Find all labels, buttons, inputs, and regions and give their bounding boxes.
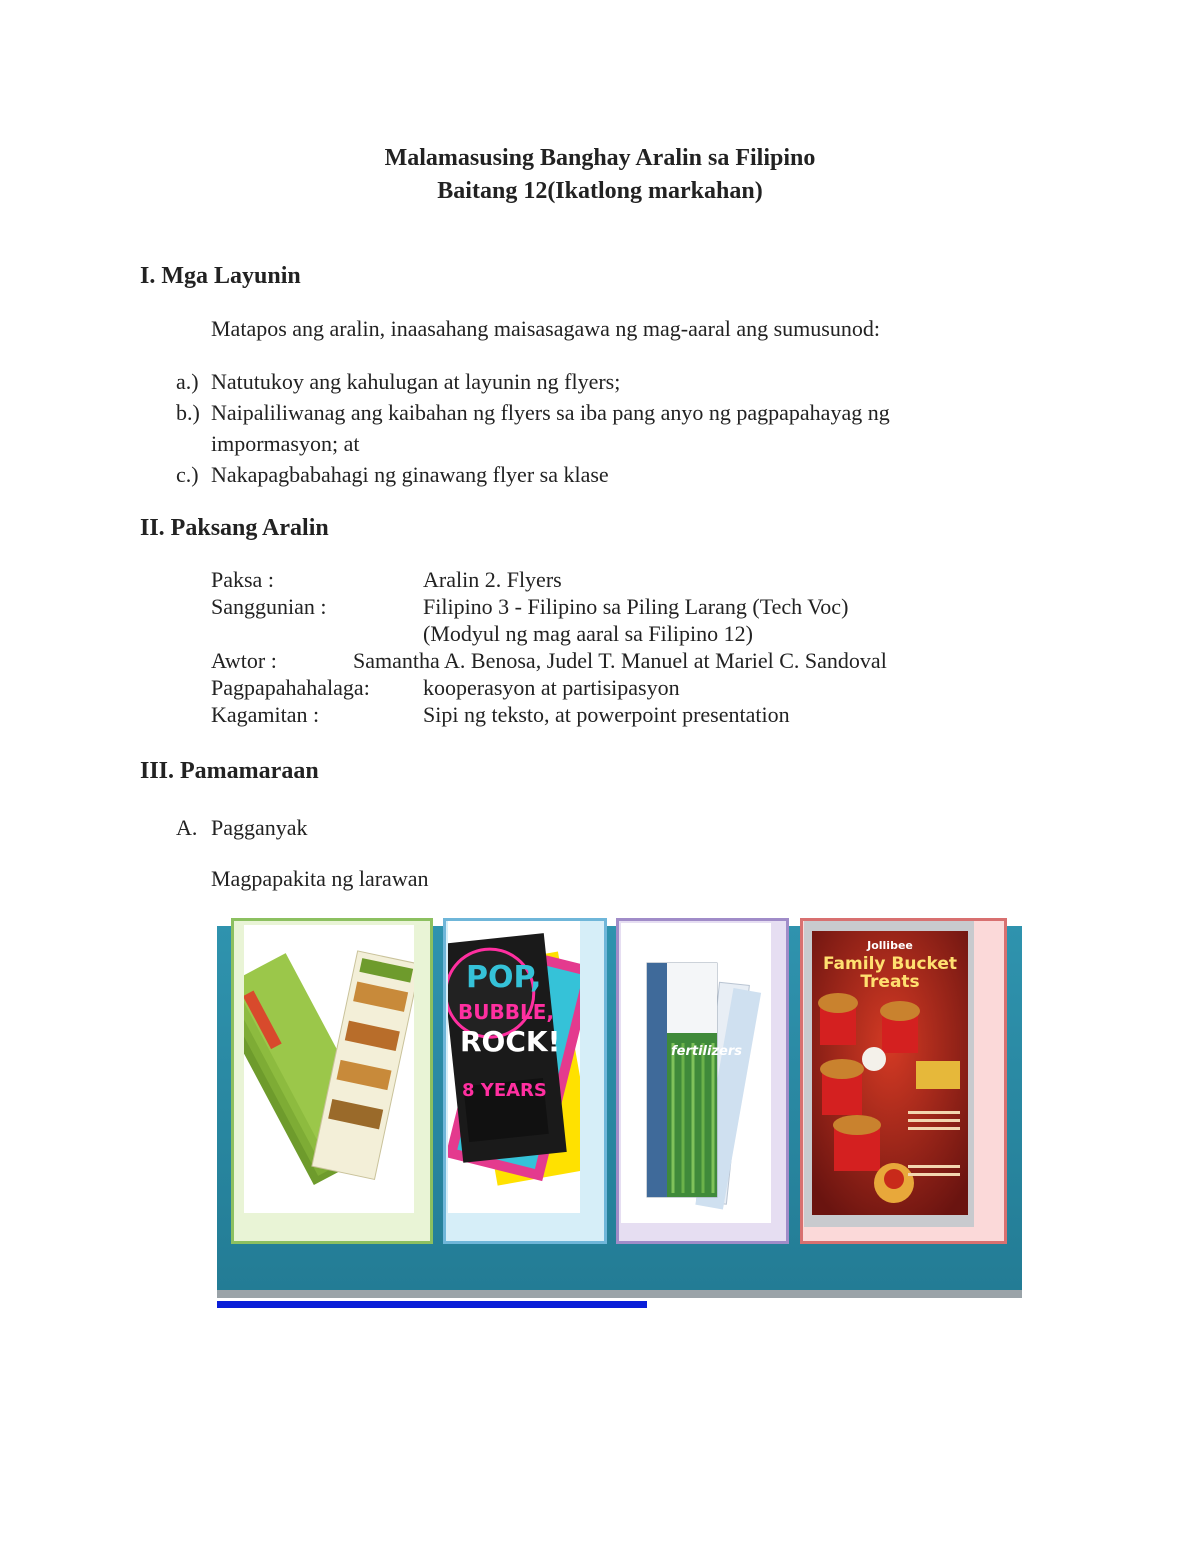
sanggunian-value-line2: (Modyul ng mag aaral sa Filipino 12) xyxy=(423,621,753,646)
objective-b: Naipaliliwanag ang kaibahan ng flyers sa iba pang anyo ng pagpapahayag ng xyxy=(211,400,890,425)
objective-c: Nakapagbabahagi ng ginawang flyer sa klase xyxy=(211,462,609,487)
fertilizers-image xyxy=(621,923,771,1223)
picture-card-brochures xyxy=(231,918,433,1244)
pop-text: POP, xyxy=(466,960,542,995)
pagganyak-label: Pagganyak xyxy=(211,815,308,840)
bubble-text: BUBBLE, xyxy=(458,1000,554,1024)
objective-a: Natutukoy ang kahulugan at layunin ng flyers; xyxy=(211,369,621,394)
picture-card-pop-flyers xyxy=(443,918,607,1244)
sanggunian-label: Sanggunian : xyxy=(211,594,327,619)
pagganyak-marker: A. xyxy=(176,815,198,840)
flyer-pictures-strip xyxy=(217,918,1022,1308)
jollibee-headline-1: Family Bucket xyxy=(822,954,958,974)
strip-shadow xyxy=(217,1290,1022,1298)
paksa-label: Paksa : xyxy=(211,567,274,592)
awtor-value: Samantha A. Benosa, Judel T. Manuel at Mariel C. Sandoval xyxy=(353,648,887,673)
pagpapahalaga-value: kooperasyon at partisipasyon xyxy=(423,675,680,700)
sanggunian-value: Filipino 3 - Filipino sa Piling Larang (Tech Voc) xyxy=(423,594,849,619)
objective-marker-c: c.) xyxy=(176,462,199,487)
pagganyak-instruction: Magpapakita ng larawan xyxy=(211,866,429,891)
jollibee-headline-2: Treats xyxy=(860,972,920,992)
picture-card-fertilizers xyxy=(616,918,789,1244)
jollibee-image xyxy=(804,921,974,1227)
jollibee-brand: Jollibee xyxy=(867,939,913,952)
section-heading-paksang-aralin: II. Paksang Aralin xyxy=(140,515,329,541)
paksa-value: Aralin 2. Flyers xyxy=(423,567,562,592)
brochures-image xyxy=(244,925,414,1213)
document-subtitle: Baitang 12(Ikatlong markahan) xyxy=(437,178,763,204)
fertilizers-text: fertilizers xyxy=(671,1044,742,1059)
objective-marker-b: b.) xyxy=(176,400,200,425)
pagpapahalaga-label: Pagpapahahalaga: xyxy=(211,675,370,700)
kagamitan-value: Sipi ng teksto, at powerpoint presentation xyxy=(423,702,790,727)
strip-accent-bar xyxy=(217,1301,647,1308)
objectives-intro: Matapos ang aralin, inaasahang maisasagawa ng mag-aaral ang sumusunod: xyxy=(211,316,880,341)
rock-text: ROCK! xyxy=(460,1025,561,1058)
document-title: Malamasusing Banghay Aralin sa Filipino xyxy=(384,145,816,171)
picture-card-jollibee xyxy=(800,918,1007,1244)
years-text: 8 YEARS xyxy=(462,1080,547,1101)
kagamitan-label: Kagamitan : xyxy=(211,702,320,727)
objective-marker-a: a.) xyxy=(176,369,199,394)
section-heading-layunin: I. Mga Layunin xyxy=(140,263,301,289)
section-heading-pamamaraan: III. Pamamaraan xyxy=(140,758,319,784)
objective-b-continued: impormasyon; at xyxy=(211,431,360,456)
awtor-label: Awtor : xyxy=(211,648,277,673)
pop-flyers-image xyxy=(448,921,580,1213)
